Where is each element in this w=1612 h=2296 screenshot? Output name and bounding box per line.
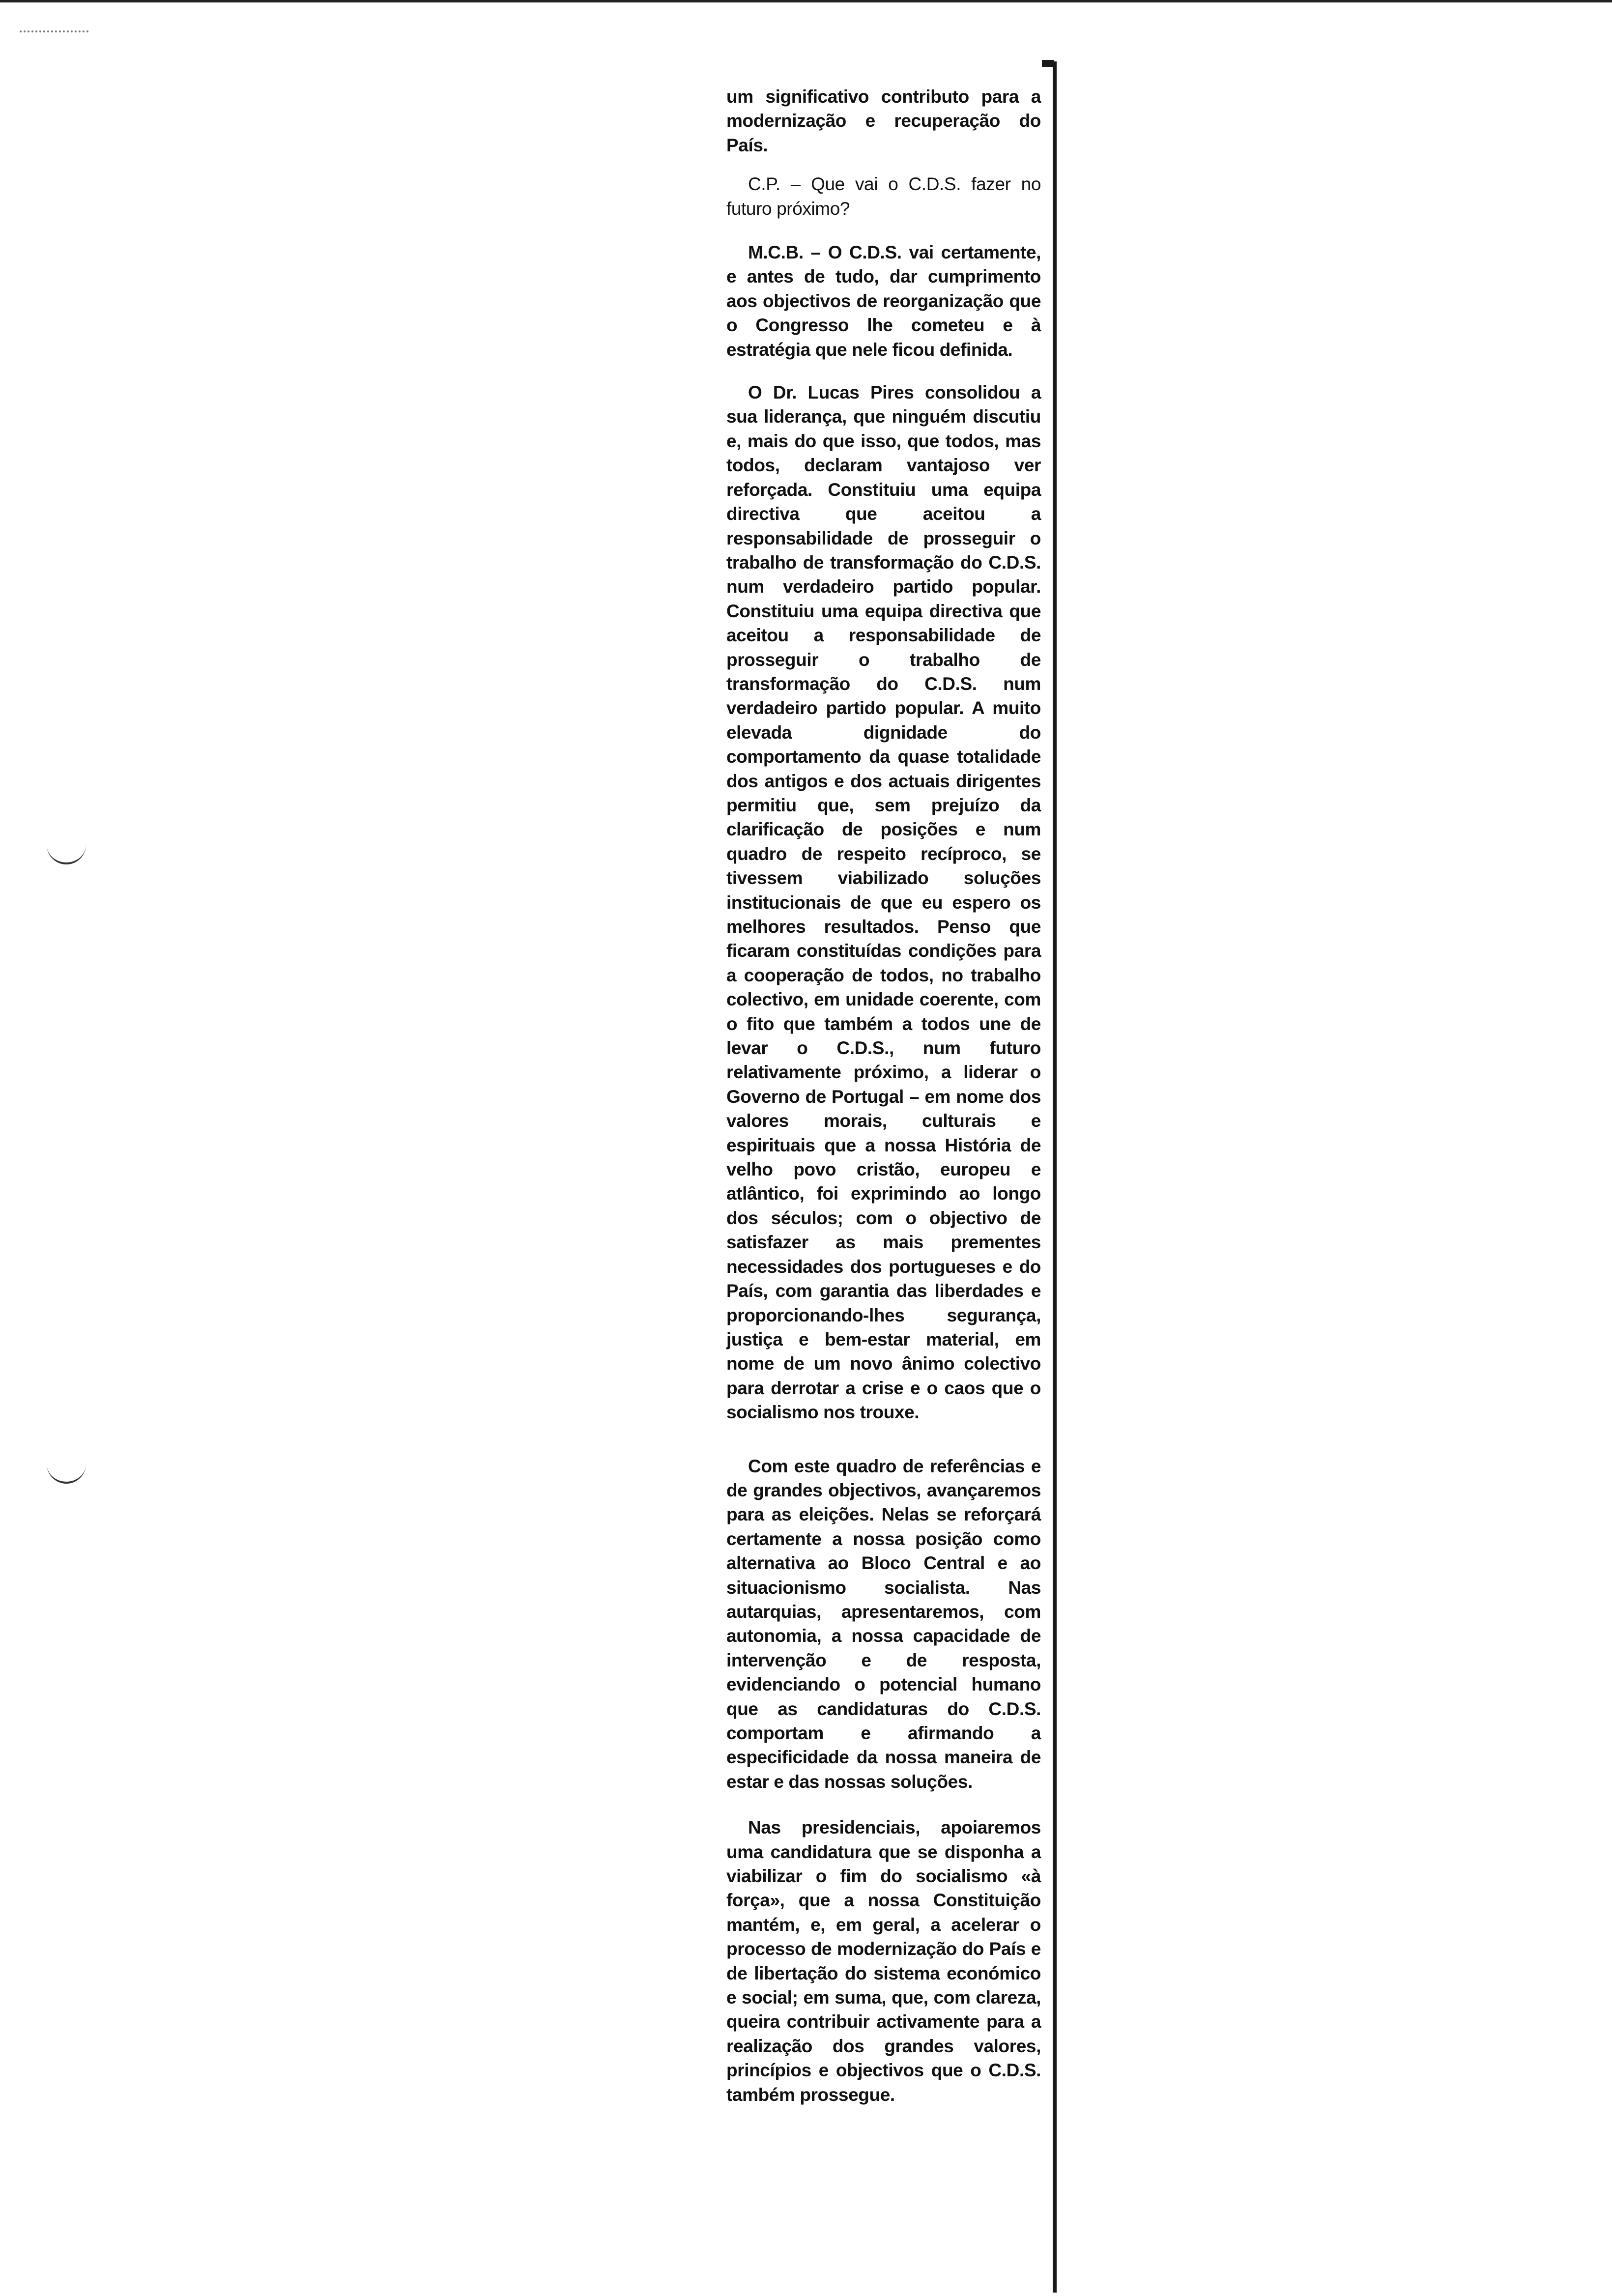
paragraph-text: Com este quadro de referências e de grandes objectivos, avançaremos para as eleições. Nelas se reforçará certamente a nossa posição como alternativa ao Bloco Central e ao situacionismo socialista. Nas autarquias, apresentaremos, com autonomia, a nossa capacidade de intervenção e de resposta, evidenciando o potencial humano que as candidaturas do C.D.S. comportam e afirmando a especificidade da nossa maneira de estar e das nossas soluções. (726, 1456, 1041, 1792)
paragraph-text: O Dr. Lucas Pires consolidou a sua liderança, que ninguém discutiu e, mais do que isso, que todos, mas todos, declaram vantajoso ver reforçada. Constituiu uma equipa directiva que aceitou a responsabilidade de prosseguir o trabalho de transformação do C.D.S. num verdadeiro partido popular. Constituiu uma equipa directiva que aceitou a responsabilidade de prosseguir o trabalho de transformação do C.D.S. num verdadeiro partido popular. A muito elevada dignidade do comportamento da quase totalidade dos antigos e dos actuais dirigentes permitiu que, sem prejuízo da clarificação de posições e num quadro de respeito recíproco, se tivessem viabilizado soluções institucionais de que eu espero os melhores resultados. Penso que ficaram constituídas condições para a cooperação de todos, no trabalho colectivo, em unidade coerente, com o fito que também a todos une de levar o C.D.S., num futuro relativamente próximo, a liderar o Governo de Portugal – em nome dos valores morais, culturais e espirituais que a nossa História de velho povo cristão, europeu e atlântico, foi exprimindo ao longo dos séculos; com o objectivo de satisfazer as mais prementes necessidades dos portugueses e do País, com garantia das liberdades e proporcionando-lhes segurança, justiça e bem-estar material, em nome de um novo ânimo colectivo para derrotar a crise e o caos que o socialismo nos trouxe. (726, 382, 1041, 1423)
article-column (726, 85, 1041, 2107)
margin-punch-mark-upper (47, 843, 86, 864)
paragraph-text: um significativo contributo para a modernização e recuperação do País. (726, 86, 1041, 155)
answer-text: M.C.B. – O C.D.S. vai certamente, e antes de tudo, dar cumprimento aos objectivos de reorganização que o Congresso lhe cometeu e à estratégia que nele ficou definida. (726, 242, 1041, 360)
margin-punch-mark-lower (47, 1462, 86, 1484)
column-right-rule (1053, 61, 1057, 2293)
question-text: C.P. – Que vai o C.D.S. fazer no futuro próximo? (726, 174, 1041, 219)
top-border-rule (0, 0, 1612, 2)
article-paragraph (726, 380, 1041, 1424)
article-paragraph (726, 1454, 1041, 1794)
scan-corner-marks (20, 30, 88, 35)
interview-question (726, 172, 1041, 221)
article-paragraph (726, 1815, 1041, 2107)
paragraph-text: Nas presidenciais, apoiaremos uma candidatura que se disponha a viabilizar o fim do socialismo «à força», que a nossa Constituição mantém, e, em geral, a acelerar o processo de modernização do País e de libertação do sistema económico e social; em suma, que, com clareza, queira contribuir activamente para a realização dos grandes valores, princípios e objectivos que o C.D.S. também prossegue. (726, 1817, 1041, 2105)
interview-answer (726, 240, 1041, 362)
article-paragraph-continuation (726, 85, 1041, 157)
column-corner-mark (1042, 60, 1054, 67)
